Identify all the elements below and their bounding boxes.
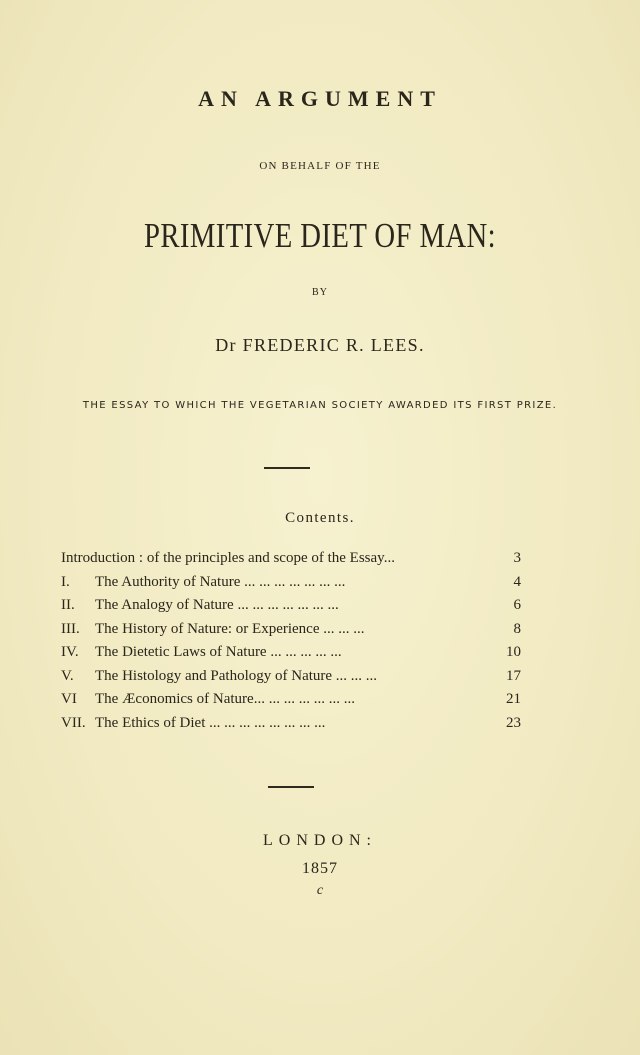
- toc-entry-title: The History of Nature: or Experience ... ... ...: [95, 620, 365, 637]
- toc-entry: [61, 548, 521, 572]
- toc-entry-title: The Analogy of Nature ... ... ... ... ... ... ...: [95, 597, 339, 613]
- author: [0, 335, 640, 356]
- toc-entry-number: III.: [61, 620, 80, 637]
- toc-entry-page: 10: [506, 644, 521, 660]
- contents-heading: Contents.: [285, 510, 355, 526]
- toc-entry: [61, 572, 521, 596]
- toc-entry-title: The Ethics of Diet ... ... ... ... ... ... ... ...: [95, 714, 326, 731]
- toc-entry-title: The Æconomics of Nature... ... ... ... ... ... ...: [95, 691, 355, 707]
- toc-entry: [61, 619, 521, 643]
- author-prefix: Dr: [215, 335, 237, 355]
- toc-entry-page: 17: [506, 667, 521, 684]
- main-title: PRIMITIVE DIET OF MAN:: [143, 216, 497, 255]
- toc-entry: [61, 713, 521, 737]
- toc-entry-page: 4: [513, 573, 521, 590]
- table-of-contents: [61, 548, 521, 736]
- toc-entry: [61, 666, 521, 690]
- toc-entry-number: II.: [61, 597, 75, 613]
- divider-rule: [264, 467, 310, 469]
- publication-year: 1857: [302, 860, 338, 877]
- title-top: AN ARGUMENT: [198, 86, 442, 111]
- place-of-publication: LONDON:: [263, 832, 377, 849]
- toc-entry: [61, 642, 521, 666]
- toc-entry-page: 8: [513, 620, 521, 637]
- toc-entry-title: The Authority of Nature ... ... ... ... ... ... ...: [95, 573, 346, 590]
- subtitle-on-behalf: ON BEHALF OF THE: [259, 160, 381, 172]
- toc-entry-number: VII.: [61, 714, 86, 731]
- toc-entry: [61, 595, 521, 619]
- toc-entry-number: I.: [61, 573, 70, 590]
- toc-entry-page: 6: [513, 597, 521, 613]
- toc-entry-number: VI: [61, 691, 77, 707]
- toc-entry: [61, 689, 521, 713]
- toc-entry-page: 23: [506, 714, 521, 731]
- toc-entry-page: 21: [506, 691, 521, 707]
- toc-entry-title: Introduction : of the principles and scope of the Essay...: [61, 550, 395, 566]
- toc-entry-page: 3: [513, 550, 521, 566]
- author-name: FREDERIC R. LEES.: [242, 335, 425, 355]
- toc-entry-title: The Dietetic Laws of Nature ... ... ... ... ...: [95, 644, 342, 660]
- by-line: BY: [312, 287, 328, 298]
- essay-note: THE ESSAY TO WHICH THE VEGETARIAN SOCIETY AWARDED ITS FIRST PRIZE.: [82, 400, 558, 411]
- divider-rule: [268, 786, 314, 788]
- handwritten-mark: c: [316, 883, 324, 898]
- toc-entry-title: The Histology and Pathology of Nature ... ... ...: [95, 667, 378, 684]
- toc-entry-number: V.: [61, 667, 74, 684]
- toc-entry-number: IV.: [61, 644, 79, 660]
